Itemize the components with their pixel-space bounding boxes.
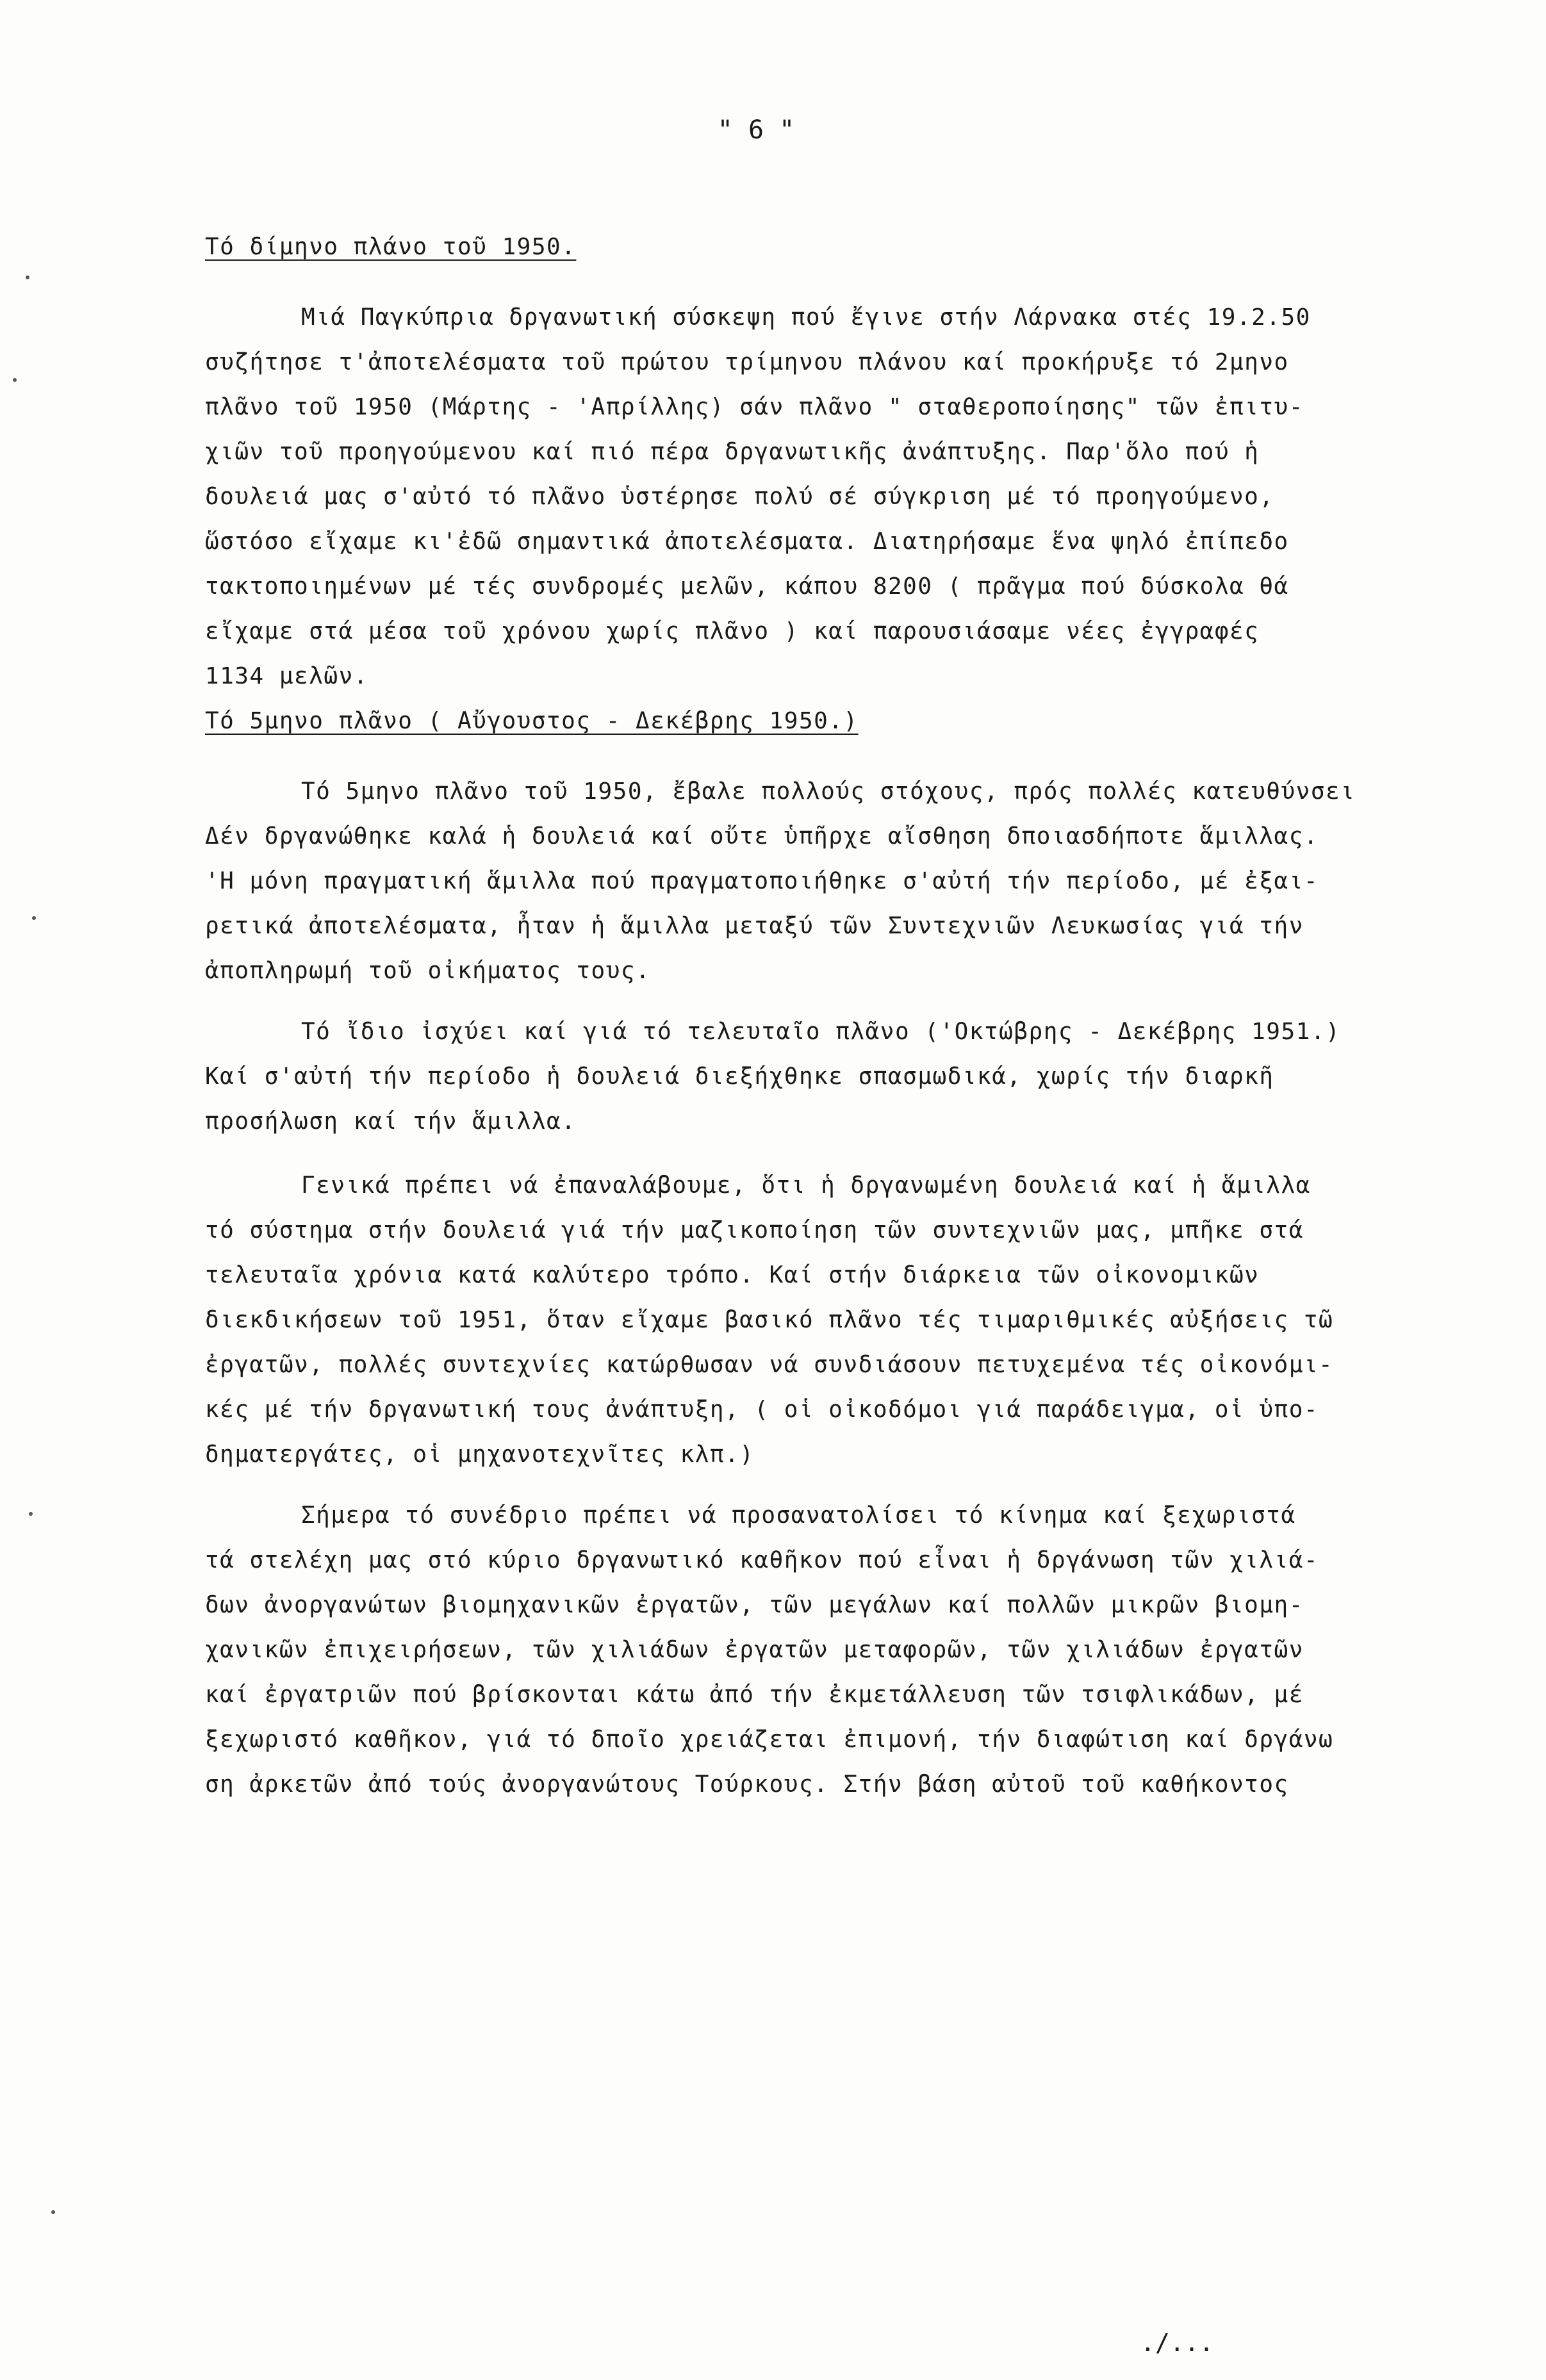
para4-line: Γενικά πρέπει νά ἐπαναλάβουμε, ὅτι ἡ δργανωμένη δουλειά καί ἡ ἅμιλλα xyxy=(301,1172,1311,1199)
para5-line: καί ἐργατριῶν πού βρίσκονται κάτω ἀπό τήν ἐκμετάλλευση τῶν τσιφλικάδων, μέ xyxy=(205,1682,1304,1708)
para5-line: ση ἀρκετῶν ἀπό τούς ἀνοργανώτους Τούρκους. Στήν βάση αὐτοῦ τοῦ καθήκοντος xyxy=(205,1771,1289,1798)
para2-line: ἀποπληρωμή τοῦ οἰκήματος τους. xyxy=(205,958,651,984)
para2-line: 'Η μόνη πραγματική ἅμιλλα πού πραγματοποιήθηκε σ'αὐτή τήν περίοδο, μέ ἐξαι- xyxy=(205,868,1319,894)
heading-five-month-plan: Τό 5μηνο πλᾶνο ( Αὔγουστος - Δεκέβρης 1950.) xyxy=(205,708,859,734)
para5-line: δων ἀνοργανώτων βιομηχανικῶν ἐργατῶν, τῶν μεγάλων καί πολλῶν μικρῶν βιομη- xyxy=(205,1592,1304,1618)
para5-line: χανικῶν ἐπιχειρήσεων, τῶν χιλιάδων ἐργατῶν μεταφορῶν, τῶν χιλιάδων ἐργατῶν xyxy=(205,1637,1304,1663)
para5-line: ξεχωριστό καθῆκον, γιά τό δποῖο χρειάζεται ἐπιμονή, τήν διαφώτιση καί δργάνω xyxy=(205,1727,1334,1753)
para3-line: Καί σ'αὐτή τήν περίοδο ἡ δουλειά διεξήχθηκε σπασμωδικά, χωρίς τήν διαρκῆ xyxy=(205,1063,1274,1090)
para5-line: Σήμερα τό συνέδριο πρέπει νά προσανατολίσει τό κίνημα καί ξεχωριστά xyxy=(301,1502,1296,1529)
para1-line: τακτοποιημένων μέ τές συνδρομές μελῶν, κάπου 8200 ( πρᾶγμα πού δύσκολα θά xyxy=(205,573,1289,600)
para1-line: πλᾶνο τοῦ 1950 (Μάρτης - 'Απρίλλης) σάν πλᾶνο " σταθεροποίησης" τῶν ἐπιτυ- xyxy=(205,394,1304,420)
para2-line: ρετικά ἀποτελέσματα, ἦταν ἡ ἅμιλλα μεταξύ τῶν Συντεχνιῶν Λευκωσίας γιά τήν xyxy=(205,913,1304,939)
para4-line: διεκδικήσεων τοῦ 1951, ὅταν εἴχαμε βασικό πλᾶνο τές τιμαριθμικές αὐξήσεις τῶ xyxy=(205,1307,1334,1333)
scan-speck xyxy=(29,1512,33,1516)
scan-speck xyxy=(32,916,36,920)
para4-line: τό σύστημα στήν δουλειά γιά τήν μαζικοποίηση τῶν συντεχνιῶν μας, μπῆκε στά xyxy=(205,1217,1304,1243)
para1-line: εἴχαμε στά μέσα τοῦ χρόνου χωρίς πλᾶνο ) καί παρουσιάσαμε νέες ἐγγραφές xyxy=(205,618,1260,644)
para5-line: τά στελέχη μας στό κύριο δργανωτικό καθῆκον πού εἶναι ἡ δργάνωση τῶν χιλιά- xyxy=(205,1547,1319,1573)
para4-line: ἐργατῶν, πολλές συντεχνίες κατώρθωσαν νά συνδιάσουν πετυχεμένα τές οἰκονόμι- xyxy=(205,1352,1334,1378)
heading-two-month-plan: Τό δίμηνο πλάνο τοῦ 1950. xyxy=(205,234,577,260)
para1-line: χιῶν τοῦ προηγούμενου καί πιό πέρα δργανωτικῆς ἀνάπτυξης. Παρ'ὅλο πού ἡ xyxy=(205,439,1260,465)
para4-line: δηματεργάτες, οἱ μηχανοτεχνῖτες κλπ.) xyxy=(205,1441,755,1468)
para1-line: ὥστόσο εἴχαμε κι'ἐδῶ σημαντικά ἀποτελέσματα. Διατηρήσαμε ἕνα ψηλό ἐπίπεδο xyxy=(205,529,1289,555)
para1-line: συζήτησε τ'ἀποτελέσματα τοῦ πρώτου τρίμηνου πλάνου καί προκήρυξε τό 2μηνο xyxy=(205,349,1289,375)
scan-speck xyxy=(26,275,29,279)
para1-line: δουλειά μας σ'αὐτό τό πλᾶνο ὑστέρησε πολύ σέ σύγκριση μέ τό προηγούμενο, xyxy=(205,484,1274,510)
para3-line: προσήλωση καί τήν ἅμιλλα. xyxy=(205,1108,577,1135)
para1-line: Μιά Παγκύπρια δργανωτική σύσκεψη πού ἔγινε στήν Λάρνακα στές 19.2.50 xyxy=(301,304,1311,331)
para1-line: 1134 μελῶν. xyxy=(205,663,368,689)
para3-line: Τό ἴδιο ἰσχύει καί γιά τό τελευταῖο πλᾶνο ('Οκτώβρης - Δεκέβρης 1951.) xyxy=(301,1019,1341,1045)
continuation-mark: ./... xyxy=(1140,2329,1214,2357)
scan-speck xyxy=(51,2210,55,2214)
para2-line: Τό 5μηνο πλᾶνο τοῦ 1950, ἔβαλε πολλούς στόχους, πρός πολλές κατευθύνσει xyxy=(301,778,1356,805)
page-number: " 6 " xyxy=(717,115,795,145)
para2-line: Δέν δργανώθηκε καλά ἡ δουλειά καί οὔτε ὑπῆρχε αἴσθηση δποιασδήποτε ἅμιλλας. xyxy=(205,823,1319,849)
para4-line: τελευταῖα χρόνια κατά καλύτερο τρόπο. Καί στήν διάρκεια τῶν οἰκονομικῶν xyxy=(205,1262,1260,1288)
scan-speck xyxy=(13,378,17,382)
para4-line: κές μέ τήν δργανωτική τους ἀνάπτυξη, ( οἱ οἰκοδόμοι γιά παράδειγμα, οἱ ὑπο- xyxy=(205,1397,1319,1423)
